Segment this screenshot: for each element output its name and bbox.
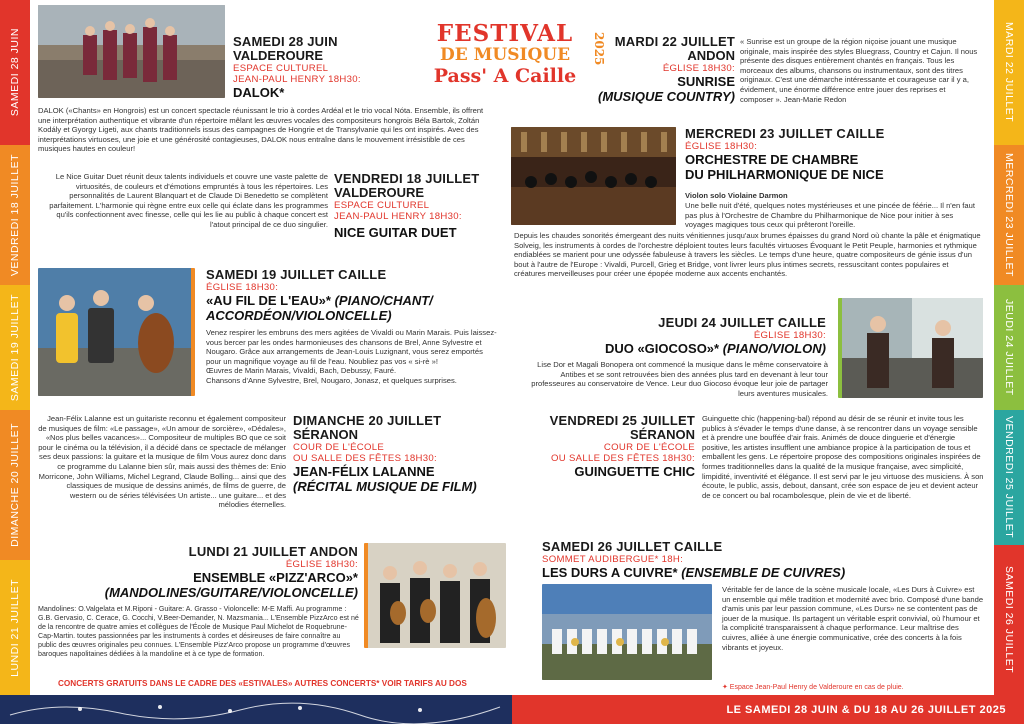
nice-guitar-venue-2: JEAN-PAUL HENRY 18H30:: [334, 211, 462, 222]
giocoso-title: DUO «GIOCOSO»* (PIANO/VIOLON): [604, 341, 826, 356]
tab-mardi-22-juillet: MARDI 22 JUILLET: [994, 0, 1024, 145]
tab-lundi-21-juillet: LUNDI 21 JUILLET: [0, 560, 30, 695]
tab-mercredi-23-juillet: MERCREDI 23 JUILLET: [994, 145, 1024, 285]
pizzarco-title-1: ENSEMBLE «PIZZ'ARCO»*: [193, 570, 358, 585]
orchestre-header: [685, 127, 985, 182]
logo-festival: FESTIVAL: [436, 20, 574, 47]
durs-a-cuivre-date: SAMEDI 26 JUILLET CAILLE: [542, 539, 723, 554]
lalanne-place: SÉRANON: [293, 427, 359, 442]
tab-jeudi-24-juillet: JEUDI 24 JUILLET: [994, 285, 1024, 410]
guinguette-date: VENDREDI 25 JUILLET: [549, 413, 695, 428]
guinguette-title: GUINGUETTE CHIC: [574, 464, 695, 479]
nice-guitar-date: VENDREDI 18 JUILLET: [334, 171, 480, 186]
giocoso-date: JEUDI 24 JUILLET CAILLE: [658, 315, 826, 330]
au-fil-de-leau-title-2: ACCORDÉON/VIOLONCELLE): [206, 308, 392, 323]
pizzarco-photo: [364, 543, 506, 648]
giocoso-header: [530, 316, 826, 356]
durs-a-cuivre-photo: [542, 584, 712, 680]
lalanne-title-2: (RÉCITAL MUSIQUE DE FILM): [293, 479, 477, 494]
guinguette-venue-2: OU SALLE DES FÊTES 18H30:: [551, 453, 695, 464]
lalanne-header: [293, 414, 498, 494]
rain-note: ✦ Espace Jean-Paul Henry de Valderoure en cas de pluie.: [722, 684, 904, 691]
guinguette-header: [525, 414, 695, 479]
giocoso-venue: ÉGLISE 18H30:: [753, 330, 826, 341]
dalok-title: DALOK*: [233, 85, 285, 100]
logo-year: 2025: [592, 32, 606, 66]
tab-samedi-19-juillet: SAMEDI 19 JUILLET: [0, 285, 30, 410]
durs-a-cuivre-venue: SOMMET AUDIBERGUE* 18H:: [542, 554, 684, 565]
logo-pass-a-caille: Pass' A Caille: [433, 65, 577, 87]
durs-a-cuivre-title: LES DURS A CUIVRE* (ENSEMBLE DE CUIVRES): [542, 565, 846, 580]
sunrise-description: « Sunrise est un groupe de la région niçoise jouant une musique originale, mais inspirée des styles Bluegrass, Country et Cajun. Il nous présente des disques entièrement chantés en français. Tous les morceaux des albums, chansons ou instrumentaux, sont des titres originaux. C'est une démarche intéressante et courageuse car il y a, évidement, une énorme différence entre jouer des reprises et composer ». Jean-Marie Redon: [740, 37, 978, 104]
orchestre-soloist: Violon solo Violaine Darmon: [685, 191, 788, 200]
orchestre-title-1: ORCHESTRE DE CHAMBRE: [685, 152, 859, 167]
logo-de-musique: DE MUSIQUE: [439, 45, 571, 65]
tab-samedi-26-juillet: SAMEDI 26 JUILLET: [994, 545, 1024, 695]
dates-banner-text: LE SAMEDI 28 JUIN & DU 18 AU 26 JUILLET 2025: [726, 703, 1006, 716]
pizzarco-title-2: (MANDOLINES/GUITARE/VIOLONCELLE): [104, 585, 358, 600]
lalanne-description: Jean-Félix Lalanne est un guitariste reconnu et également compositeur de musiques de film: «Le passage», «Un amour de sorcière», «Dédales», «Nos plus belles vacances»... Compositeur de multiples BO que ce soit pour le cinéma ou la télévision, il a décidé dans ce spectacle de mélanger ses deux passions: la guitare et la musique de film Vous aurez donc dans ce programme du Lalanne bien sûr, mais aussi des thèmes de: Enio Morricone, John Williams, Michel Legrand, Claude Bolling... ainsi que des classiques de musique de dessins animés, de films de guerre, de western ou de séries télévisées Un artiste... une guitare... et des mélodies éternelles.: [38, 414, 286, 510]
pizzarco-date: LUNDI 21 JUILLET ANDON: [188, 544, 358, 559]
tab-vendredi-18-juillet: VENDREDI 18 JUILLET: [0, 145, 30, 285]
lalanne-date: DIMANCHE 20 JUILLET: [293, 413, 442, 428]
au-fil-de-leau-photo: [38, 268, 195, 396]
festival-logo: [410, 20, 606, 92]
nice-guitar-header: [334, 172, 499, 240]
lalanne-venue-2: OU SALLE DES FÊTES 18H30:: [293, 453, 437, 464]
dalok-description: DALOK («Chants» en Hongrois) est un concert spectacle réunissant le trio à cordes Ardéal et le trio vocal Nóta. Ensemble, ils offrent une interprétation authentique et vibrante d'un répertoire mêlant les œuvres vocales des compositeurs hongrois Béla Bartok, Zoltán Kodály et Gyorgy Ligeti, aux chants traditionnels issus des campagnes de Hongrie et de Transylvanie qui les ont inspirés. Avec des interprétations virtuoses, une joie et une générosité contagieuses, DALOK nous entraîne dans le mouvement irrésistible de ces musiques hautes en couleur!: [38, 106, 484, 154]
free-concerts-note: CONCERTS GRATUITS DANS LE CADRE DES «ESTIVALES» AUTRES CONCERTS* VOIR TARIFS AU DOS: [58, 679, 467, 688]
giocoso-photo: [838, 298, 983, 398]
dates-banner: [512, 695, 1024, 724]
lalanne-venue-1: COUR DE L'ÉCOLE: [293, 442, 385, 453]
sunrise-venue: ÉGLISE 18H30:: [662, 63, 735, 74]
nice-guitar-description: Le Nice Guitar Duet réunit deux talents individuels et couvre une vaste palette de virtuosités, de couleurs et d'émotions empruntés à tous les répertoires. Les personnalités de Laurent Blanquart et de Claude Di Benedetto se complètent parfaitement. L'harmonie qui règne entre eux celle qui éclate dans les programmes qu'ils confectionnent avec finesse, celle qui les lie au public à chaque concert est l'atout principal de ce duo singulier.: [49, 172, 328, 229]
orchestre-intro: Une belle nuit d'été, quelques notes mystérieuses et une pincée de féérie... Il n'en faut pas plus à l'Orchestre de Chambre du Philharmonique de Nice pour initier à ses voyages magiques tous ceux qui prêteront l'oreille.: [685, 201, 975, 230]
dalok-header: [233, 35, 403, 100]
au-fil-de-leau-title-1: «AU FIL DE L'EAU»* (PIANO/CHANT/: [206, 293, 433, 308]
left-decorative-band: [0, 695, 512, 724]
durs-a-cuivre-description: Véritable fer de lance de la scène musicale locale, «Les Durs à Cuivre» est un ensemble qui mêle tradition et modernité avec brio. Composé d'une bande d'amis unis par leur passion commune, «Les Durs» ne se contentent pas de jouer de la musique. Ils partagent un véritable esprit convivial, où l'humour et la complicité transparaissent à chaque performance. Leur maîtrise des cuivres, alliée à une énergie communicative, crée des concerts à la fois vibrants et joyeux.: [722, 585, 984, 652]
au-fil-de-leau-header: [206, 268, 496, 323]
au-fil-de-leau-works: Œuvres de Marin Marais, Vivaldi, Bach, Debussy, Fauré.: [206, 366, 397, 376]
dalok-place: VALDEROURE: [233, 48, 324, 63]
pizzarco-header: [38, 545, 358, 600]
tab-dimanche-20-juillet: DIMANCHE 20 JUILLET: [0, 410, 30, 560]
orchestre-description: Depuis les chaudes sonorités émergeant des nuits vénitiennes jusqu'aux brumes épaisses du grand Nord où chante la pâle et énigmatique Solveig, les instruments à cordes de l'orchestre déploient toutes leurs facultés virtuoses Évoquant le Petit Peuple, harmonies et rythmique endiablées se marient pour une odyssée fabuleuse à travers les siècles. Le temps d'une heure, quatre compositeurs de génie issus d'un bout à l'autre de l'Europe : Vivaldi, Purcell, Grieg et Bridge, vont livrer leurs plus intimes secrets, ressuscitant contes populaires et créatures merveilleuses pour créer une épopée moderne aux accents enchantés.: [514, 231, 981, 279]
dalok-date: SAMEDI 28 JUIN: [233, 34, 338, 49]
guinguette-venue-1: COUR DE L'ÉCOLE: [603, 442, 695, 453]
dalok-photo: [38, 5, 225, 98]
pizzarco-description: Mandolines: O.Valgelata et M.Riponi - Guitare: A. Grasso - Violoncelle: M-E Maffi. Au programme : G.B. Gervasio, C. Cerace, G. Cocchi, V.Beer-Demander, N. Mazsmania... L'Ensemble PizzArco est né de la rencontre de quatre amies et collègues de l'École de Musique Paul Michelot de Roquebrune-Cap-Martin. toutes passionnées par les instruments à cordes et désireuses de faire connaître au public des œuvres originales peu connues. L'Ensemble Pizz'Arco propose un programme d'œuvres baroques napolitaines dédiées à la mandoline et à ce type de formation.: [38, 605, 359, 658]
nice-guitar-title: NICE GUITAR DUET: [334, 225, 457, 240]
nice-guitar-venue-1: ESPACE CULTUREL: [334, 200, 430, 211]
au-fil-de-leau-date: SAMEDI 19 JUILLET CAILLE: [206, 267, 387, 282]
pizzarco-venue: ÉGLISE 18H30:: [285, 559, 358, 570]
lalanne-title-1: JEAN-FÉLIX LALANNE: [293, 464, 435, 479]
sunrise-date: MARDI 22 JUILLET: [614, 34, 735, 49]
guinguette-place: SÉRANON: [629, 427, 695, 442]
dalok-venue-1: ESPACE CULTUREL: [233, 63, 329, 74]
au-fil-de-leau-venue: ÉGLISE 18H30:: [206, 282, 279, 293]
sunrise-header: [580, 35, 735, 104]
tab-samedi-28-juin: SAMEDI 28 JUIN: [0, 0, 30, 145]
au-fil-de-leau-songs: Chansons d'Anne Sylvestre, Brel, Nougaro, Jonasz, et quelques surprises.: [206, 375, 457, 385]
orchestre-venue: ÉGLISE 18H30:: [685, 141, 758, 152]
dalok-venue-2: JEAN-PAUL HENRY 18H30:: [233, 74, 361, 85]
sunrise-title-2: (MUSIQUE COUNTRY): [598, 89, 735, 104]
orchestre-date: MERCREDI 23 JUILLET CAILLE: [685, 126, 885, 141]
sunrise-title-1: SUNRISE: [677, 74, 735, 89]
orchestre-photo: [511, 127, 676, 225]
giocoso-description: Lise Dor et Magali Bonopera ont commencé la musique dans le même conservatoire à Antibes et se sont retrouvées bien des années plus tard en devenant à leur tour professeures au conservatoire de Vence. Leur duo Giocoso évoque leur joie de partager leurs aventures musicales.: [531, 360, 828, 398]
guinguette-description: Guinguette chic (happening-bal) répond au désir de se réunir et invite tous les publics à s'évader le temps d'une danse, à se rencontrer dans un voyage sensible et à prendre une bouffée d'air frais. Animés de douce dinguerie et d'énergie positive, les artistes insufflent une ambiance propice à la participation de tous et emballent les gens. Le répertoire propose des compositions originales inspirées de formes traditionnelles dans la qualité de la musique française, avec simplicité, limpidité, inventivité et élégance. Il est servi par le jeu virtuose des musiciens. À son écoute, le public, assis, debout, dansant, crée son espace de jeu et devient acteur de ce concert ou bal rocambolesque, plein de vie et de liberté.: [702, 414, 984, 500]
nice-guitar-place: VALDEROURE: [334, 185, 425, 200]
durs-a-cuivre-header: [542, 540, 982, 580]
au-fil-de-leau-description: Venez respirer les embruns des mers agitées de Vivaldi ou Marin Marais. Puis laissez-vous bercer par les ondes harmonieuses des chansons de Brel, Anne Sylvestre et Nougaro. Grâce aux arrangements de Jean-Louis Luzignant, vous serez emportés pour un magnifique voyage au fil de l'eau. Noubliez pas vos « si-rè »! Œuvres de Marin Marais, Vivaldi, Bach, Debussy, Fauré. Chansons d'Anne Sylvestre, Brel, Nougaro, Jonasz, et quelques surprises.: [206, 328, 497, 385]
orchestre-title-2: DU PHILHARMONIQUE DE NICE: [685, 167, 884, 182]
sunrise-place: ANDON: [687, 48, 735, 63]
tab-vendredi-25-juillet: VENDREDI 25 JUILLET: [994, 410, 1024, 545]
